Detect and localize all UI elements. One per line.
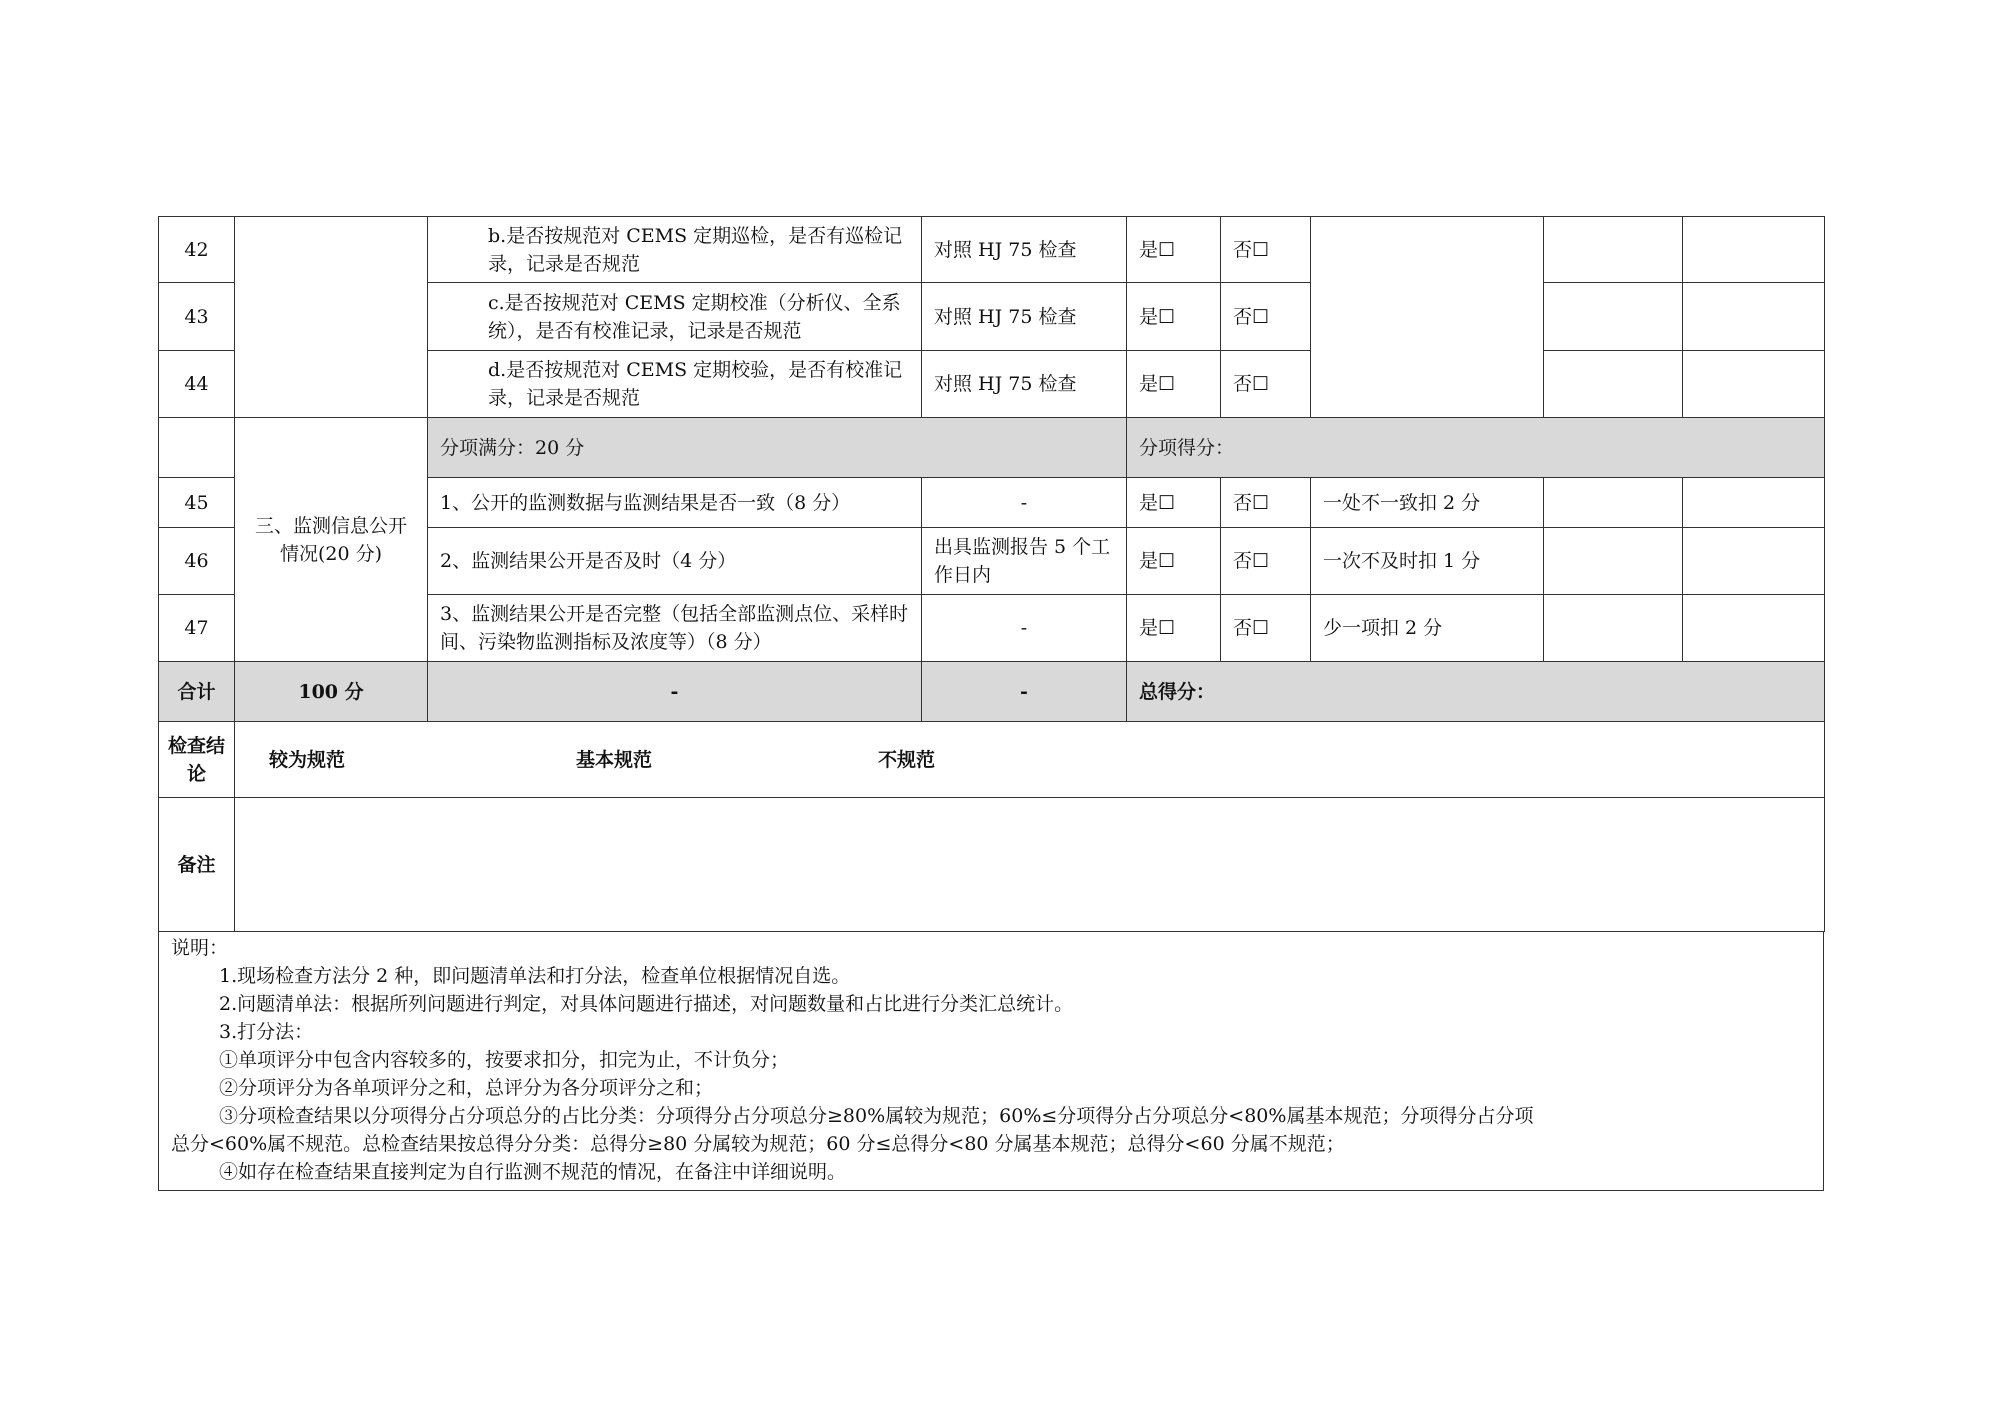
note-line: ②分项评分为各单项评分之和，总评分为各分项评分之和； [219, 1077, 714, 1099]
section-full-score: 分项满分：20 分 [428, 418, 1127, 478]
deduction-rule: 一处不一致扣 2 分 [1311, 478, 1544, 528]
conclusion-option-3[interactable]: 不规范 [878, 748, 936, 771]
table-row [159, 217, 1825, 283]
note-line: ③分项检查结果以分项得分占分项总分的占比分类：分项得分占分项总分≥80%属较为规范；60%≤分项得分占分项总分<80%属基本规范；分项得分占分项 [219, 1105, 1534, 1127]
check-item: b.是否按规范对 CEMS 定期巡检，是否有巡检记录，记录是否规范 [428, 217, 922, 283]
check-item: 3、监测结果公开是否完整（包括全部监测点位、采样时间、污染物监测指标及浓度等）（8 分） [428, 595, 922, 662]
note-line: 3.打分法： [219, 1021, 314, 1043]
check-item: d.是否按规范对 CEMS 定期校验，是否有校准记录，记录是否规范 [428, 351, 922, 418]
note-line: 1.现场检查方法分 2 种，即问题清单法和打分法，检查单位根据情况自选。 [219, 965, 851, 987]
deduction-rule: 少一项扣 2 分 [1311, 595, 1544, 662]
check-item: 2、监测结果公开是否及时（4 分） [428, 528, 922, 595]
note-line: 总分<60%属不规范。总检查结果按总得分分类：总得分≥80 分属较为规范；60 分≤总得分<80 分属基本规范；总得分<60 分属不规范； [171, 1133, 1345, 1155]
conclusion-options [235, 722, 1825, 798]
score-cell[interactable] [1544, 351, 1683, 418]
remark-row [159, 798, 1825, 932]
score-cell[interactable] [1544, 478, 1683, 528]
category-cell-empty [235, 217, 428, 418]
yes-checkbox[interactable]: 是☐ [1127, 595, 1221, 662]
conclusion-option-2[interactable]: 基本规范 [576, 748, 653, 771]
remark-cell[interactable] [1683, 528, 1825, 595]
yes-checkbox[interactable]: 是☐ [1127, 217, 1221, 283]
check-method: 对照 HJ 75 检查 [922, 283, 1127, 351]
score-cell[interactable] [1544, 217, 1683, 283]
total-label: 合计 [159, 662, 235, 722]
remark-cell[interactable] [1683, 595, 1825, 662]
check-method: 对照 HJ 75 检查 [922, 217, 1127, 283]
yes-checkbox[interactable]: 是☐ [1127, 528, 1221, 595]
check-item: 1、公开的监测数据与监测结果是否一致（8 分） [428, 478, 922, 528]
score-cell[interactable] [1544, 595, 1683, 662]
row-number: 47 [159, 595, 235, 662]
total-dash: - [428, 662, 922, 722]
total-score-label[interactable]: 总得分： [1127, 662, 1825, 722]
conclusion-option-1[interactable]: 较为规范 [269, 748, 346, 771]
row-number-empty [159, 418, 235, 478]
note-line: 2.问题清单法：根据所列问题进行判定，对具体问题进行描述，对问题数量和占比进行分类汇总统计。 [219, 993, 1074, 1015]
row-number: 46 [159, 528, 235, 595]
no-checkbox[interactable]: 否☐ [1221, 351, 1311, 418]
conclusion-row [159, 722, 1825, 798]
remark-cell[interactable] [1683, 478, 1825, 528]
notes-section [158, 932, 1824, 1191]
check-method: - [922, 478, 1127, 528]
total-row [159, 662, 1825, 722]
row-number: 45 [159, 478, 235, 528]
remark-cell[interactable] [1683, 217, 1825, 283]
check-item: c.是否按规范对 CEMS 定期校准（分析仪、全系统），是否有校准记录，记录是否规范 [428, 283, 922, 351]
section-category: 三、监测信息公开情况(20 分) [235, 418, 428, 662]
score-cell[interactable] [1544, 528, 1683, 595]
check-method: - [922, 595, 1127, 662]
no-checkbox[interactable]: 否☐ [1221, 595, 1311, 662]
note-line: ①单项评分中包含内容较多的，按要求扣分，扣完为止，不计负分； [219, 1049, 790, 1071]
yes-checkbox[interactable]: 是☐ [1127, 478, 1221, 528]
inspection-table [158, 216, 1825, 932]
row-number: 42 [159, 217, 235, 283]
total-full-score: 100 分 [235, 662, 428, 722]
check-method: 出具监测报告 5 个工作日内 [922, 528, 1127, 595]
remark-cell[interactable] [1683, 351, 1825, 418]
remark-field[interactable] [235, 798, 1825, 932]
section-header-row [159, 418, 1825, 478]
notes-title: 说明： [171, 937, 229, 959]
no-checkbox[interactable]: 否☐ [1221, 283, 1311, 351]
remark-cell[interactable] [1683, 283, 1825, 351]
no-checkbox[interactable]: 否☐ [1221, 528, 1311, 595]
row-number: 43 [159, 283, 235, 351]
total-dash: - [922, 662, 1127, 722]
row-number: 44 [159, 351, 235, 418]
check-method: 对照 HJ 75 检查 [922, 351, 1127, 418]
no-checkbox[interactable]: 否☐ [1221, 217, 1311, 283]
remark-label: 备注 [159, 798, 235, 932]
note-line: ④如存在检查结果直接判定为自行监测不规范的情况，在备注中详细说明。 [219, 1161, 847, 1183]
yes-checkbox[interactable]: 是☐ [1127, 351, 1221, 418]
section-score-got[interactable]: 分项得分： [1127, 418, 1825, 478]
no-checkbox[interactable]: 否☐ [1221, 478, 1311, 528]
rule-cell-empty [1311, 217, 1544, 418]
inspection-table-page [158, 216, 1824, 1191]
yes-checkbox[interactable]: 是☐ [1127, 283, 1221, 351]
score-cell[interactable] [1544, 283, 1683, 351]
conclusion-label: 检查结论 [159, 722, 235, 798]
deduction-rule: 一次不及时扣 1 分 [1311, 528, 1544, 595]
